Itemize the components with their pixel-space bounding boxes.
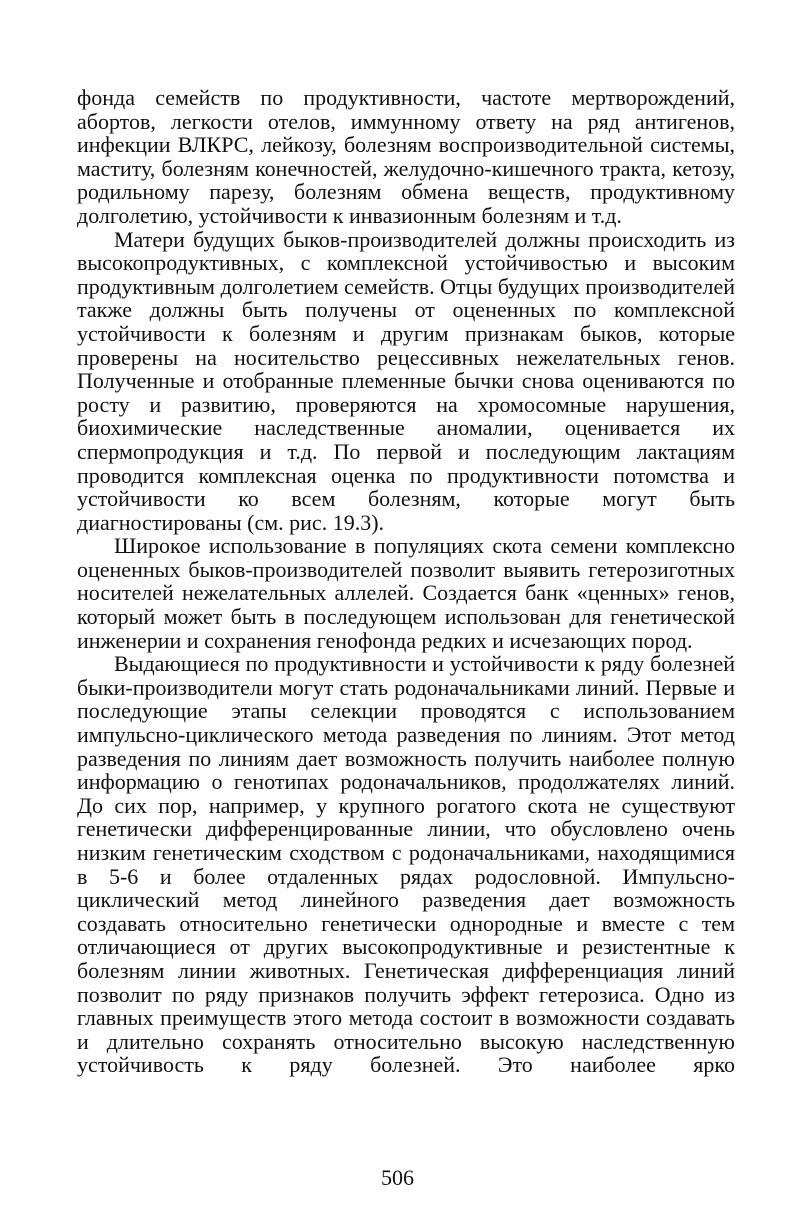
- page-body: [77, 86, 735, 1077]
- paragraph-4: Выдающиеся по продуктивности и устойчивости к ряду болезней быки-производители могут стать родоначальниками линий. Первые и последующие этапы селекции проводятся с использованием импульсно-циклического метода разведения по линиям. Этот метод разведения по линиям дает возможность получить наиболее полную информацию о генотипах родоначальников, продолжателях линий. До сих пор, например, у крупного рогатого скота не существуют генетически дифференцированные линии, что обусловлено очень низким генетическим сходством с родоначальниками, находящимися в 5-6 и более отдаленных рядах родословной. Импульсно-циклический метод линейного разведения дает возможность создавать относительно генетически однородные и вместе с тем отличающиеся от других высокопродуктивные и резистентные к болезням линии животных. Генетическая дифференциация линий позволит по ряду признаков получить эффект гетерозиса. Одно из главных преимуществ этого метода состоит в возможности создавать и длительно сохранять относительно высокую наследственную устойчивость к ряду болезней. Это наиболее ярко: [77, 651, 735, 1078]
- paragraph-3: Широкое использование в популяциях скота семени комплексно оцененных быков-производителей позволит выявить гетерозиготных носителей нежелательных аллелей. Создается банк «ценных» генов, который может быть в последующем использован для генетической инженерии и сохранения генофонда редких и исчезающих пород.: [77, 533, 735, 653]
- paragraph-1: фонда семейств по продуктивности, частоте мертворождений, абортов, легкости отелов, иммунному ответу на ряд антигенов, инфекции ВЛКРС, лейкозу, болезням воспроизводительной системы, маститу, болезням конечностей, желудочно-кишечного тракта, кетозу, родильному парезу, болезням обмена веществ, продуктивному долголетию, устойчивости к инвазионным болезням и т.д.: [77, 85, 735, 228]
- page-number: 506: [381, 1165, 414, 1190]
- paragraph-2: Матери будущих быков-производителей должны происходить из высокопродуктивных, с комплексной устойчивостью и высоким продуктивным долголетием семейств. Отцы будущих производителей также должны быть получены от оцененных по комплексной устойчивости к болезням и другим признакам быков, которые проверены на носительство рецессивных нежелательных генов. Полученные и отобранные племенные бычки снова оцениваются по росту и развитию, проверяются на хромосомные нарушения, биохимические наследственные аномалии, оценивается их спермопродукция и т.д. По первой и последующим лактациям проводится комплексная оценка по продуктивности потомства и устойчивости ко всем болезням, которые могут быть диагностированы (см. рис. 19.3).: [77, 226, 735, 535]
